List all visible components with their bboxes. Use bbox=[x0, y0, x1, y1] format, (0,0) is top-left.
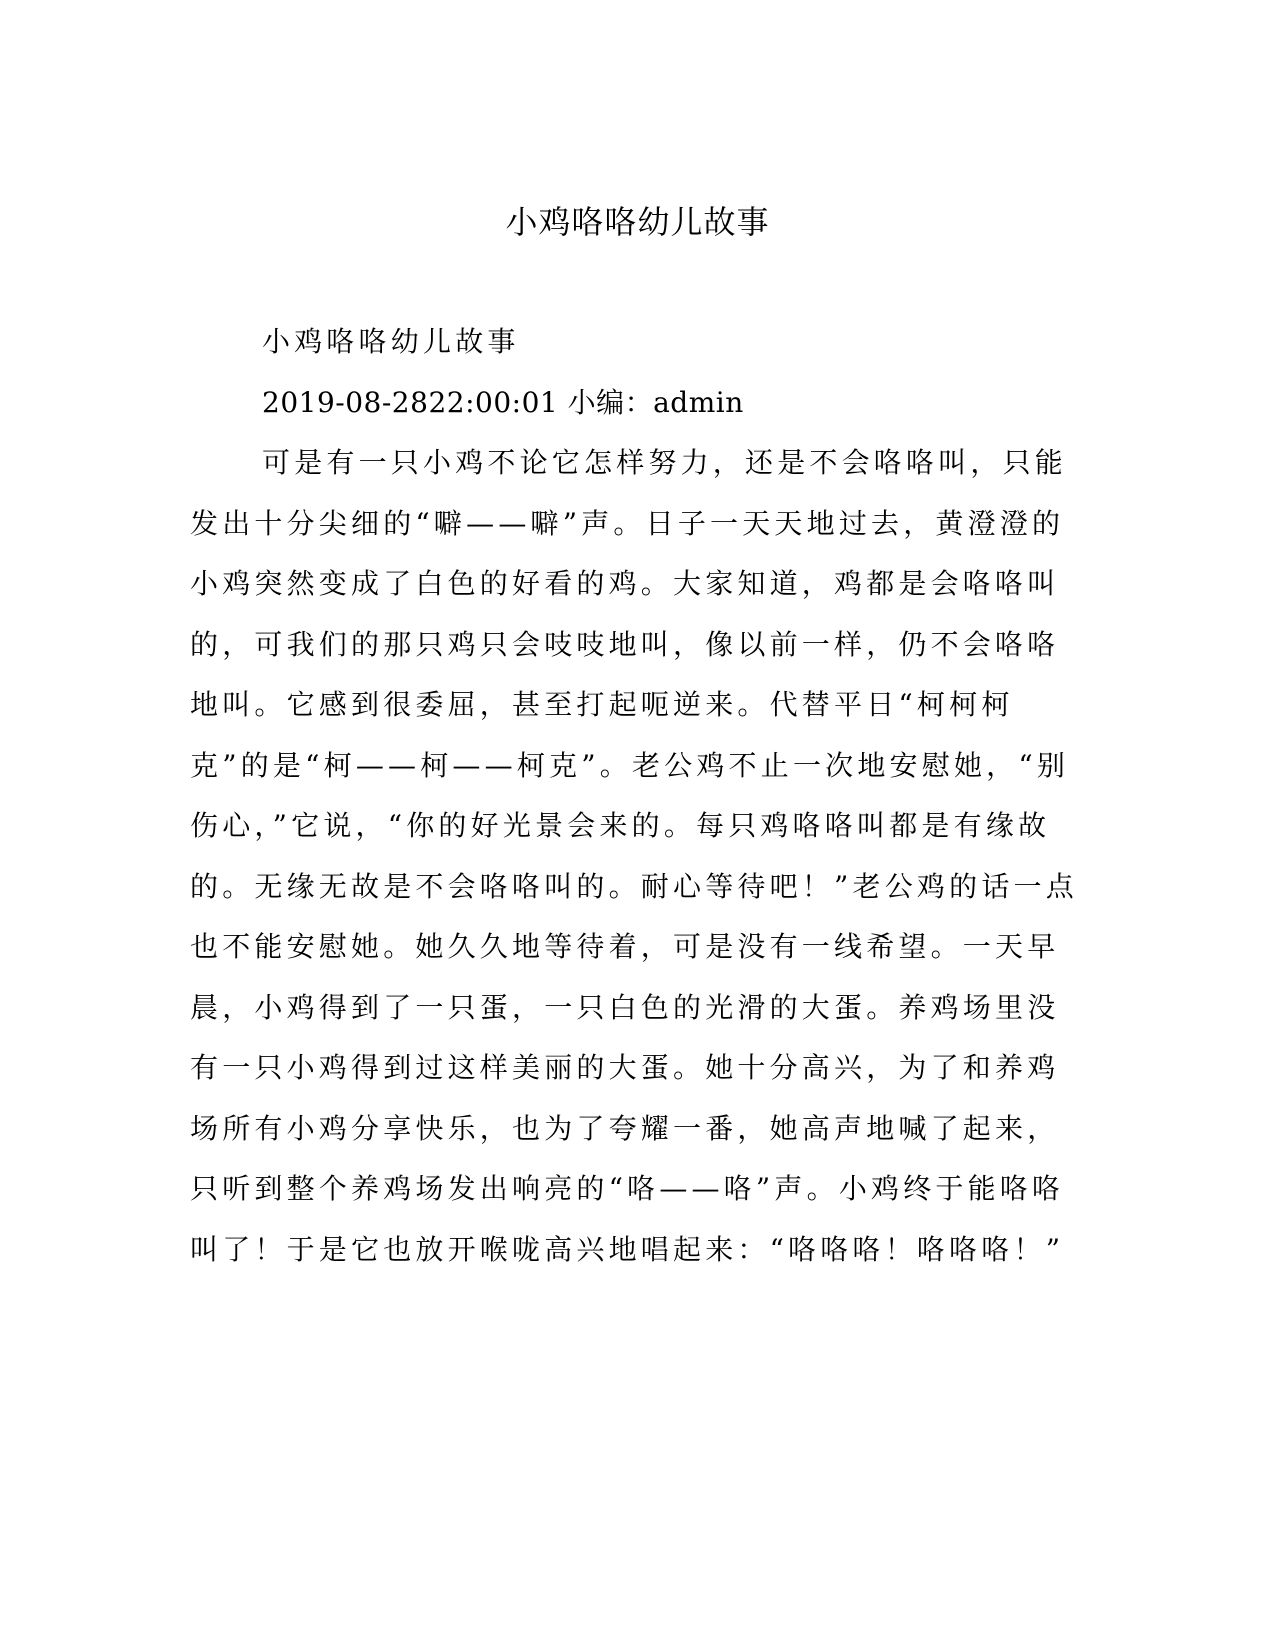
story-subtitle: 小鸡咯咯幼儿故事 bbox=[262, 325, 520, 358]
publish-meta: 2019-08-2822:00:01 小编：admin bbox=[262, 385, 744, 419]
story-paragraph: 可是有一只小鸡不论它怎样努力，还是不会咯咯叫，只能发出十分尖细的“噼——噼”声。日子一天天地过去，黄澄澄的小鸡突然变成了白色的好看的鸡。大家知道，鸡都是会咯咯叫的，可我们的那只鸡只会吱吱地叫，像以前一样，仍不会咯咯地叫。它感到很委屈，甚至打起呃逆来。代替平日“柯柯柯克”的是“柯——柯——柯克”。老公鸡不止一次地安慰她，“别伤心，”它说，“你的好光景会来的。每只鸡咯咯叫都是有缘故的。无缘无故是不会咯咯叫的。耐心等待吧！”老公鸡的话一点也不能安慰她。她久久地等待着，可是没有一线希望。一天早晨，小鸡得到了一只蛋，一只白色的光滑的大蛋。养鸡场里没有一只小鸡得到过这样美丽的大蛋。她十分高兴，为了和养鸡场所有小鸡分享快乐，也为了夸耀一番，她高声地喊了起来，只听到整个养鸡场发出响亮的“咯——咯”声。小鸡终于能咯咯叫了！于是它也放开喉咙高兴地唱起来：“咯咯咯！咯咯咯！” bbox=[190, 446, 1078, 1266]
document-body bbox=[190, 312, 1080, 1280]
document-title: 小鸡咯咯幼儿故事 bbox=[505, 203, 770, 241]
